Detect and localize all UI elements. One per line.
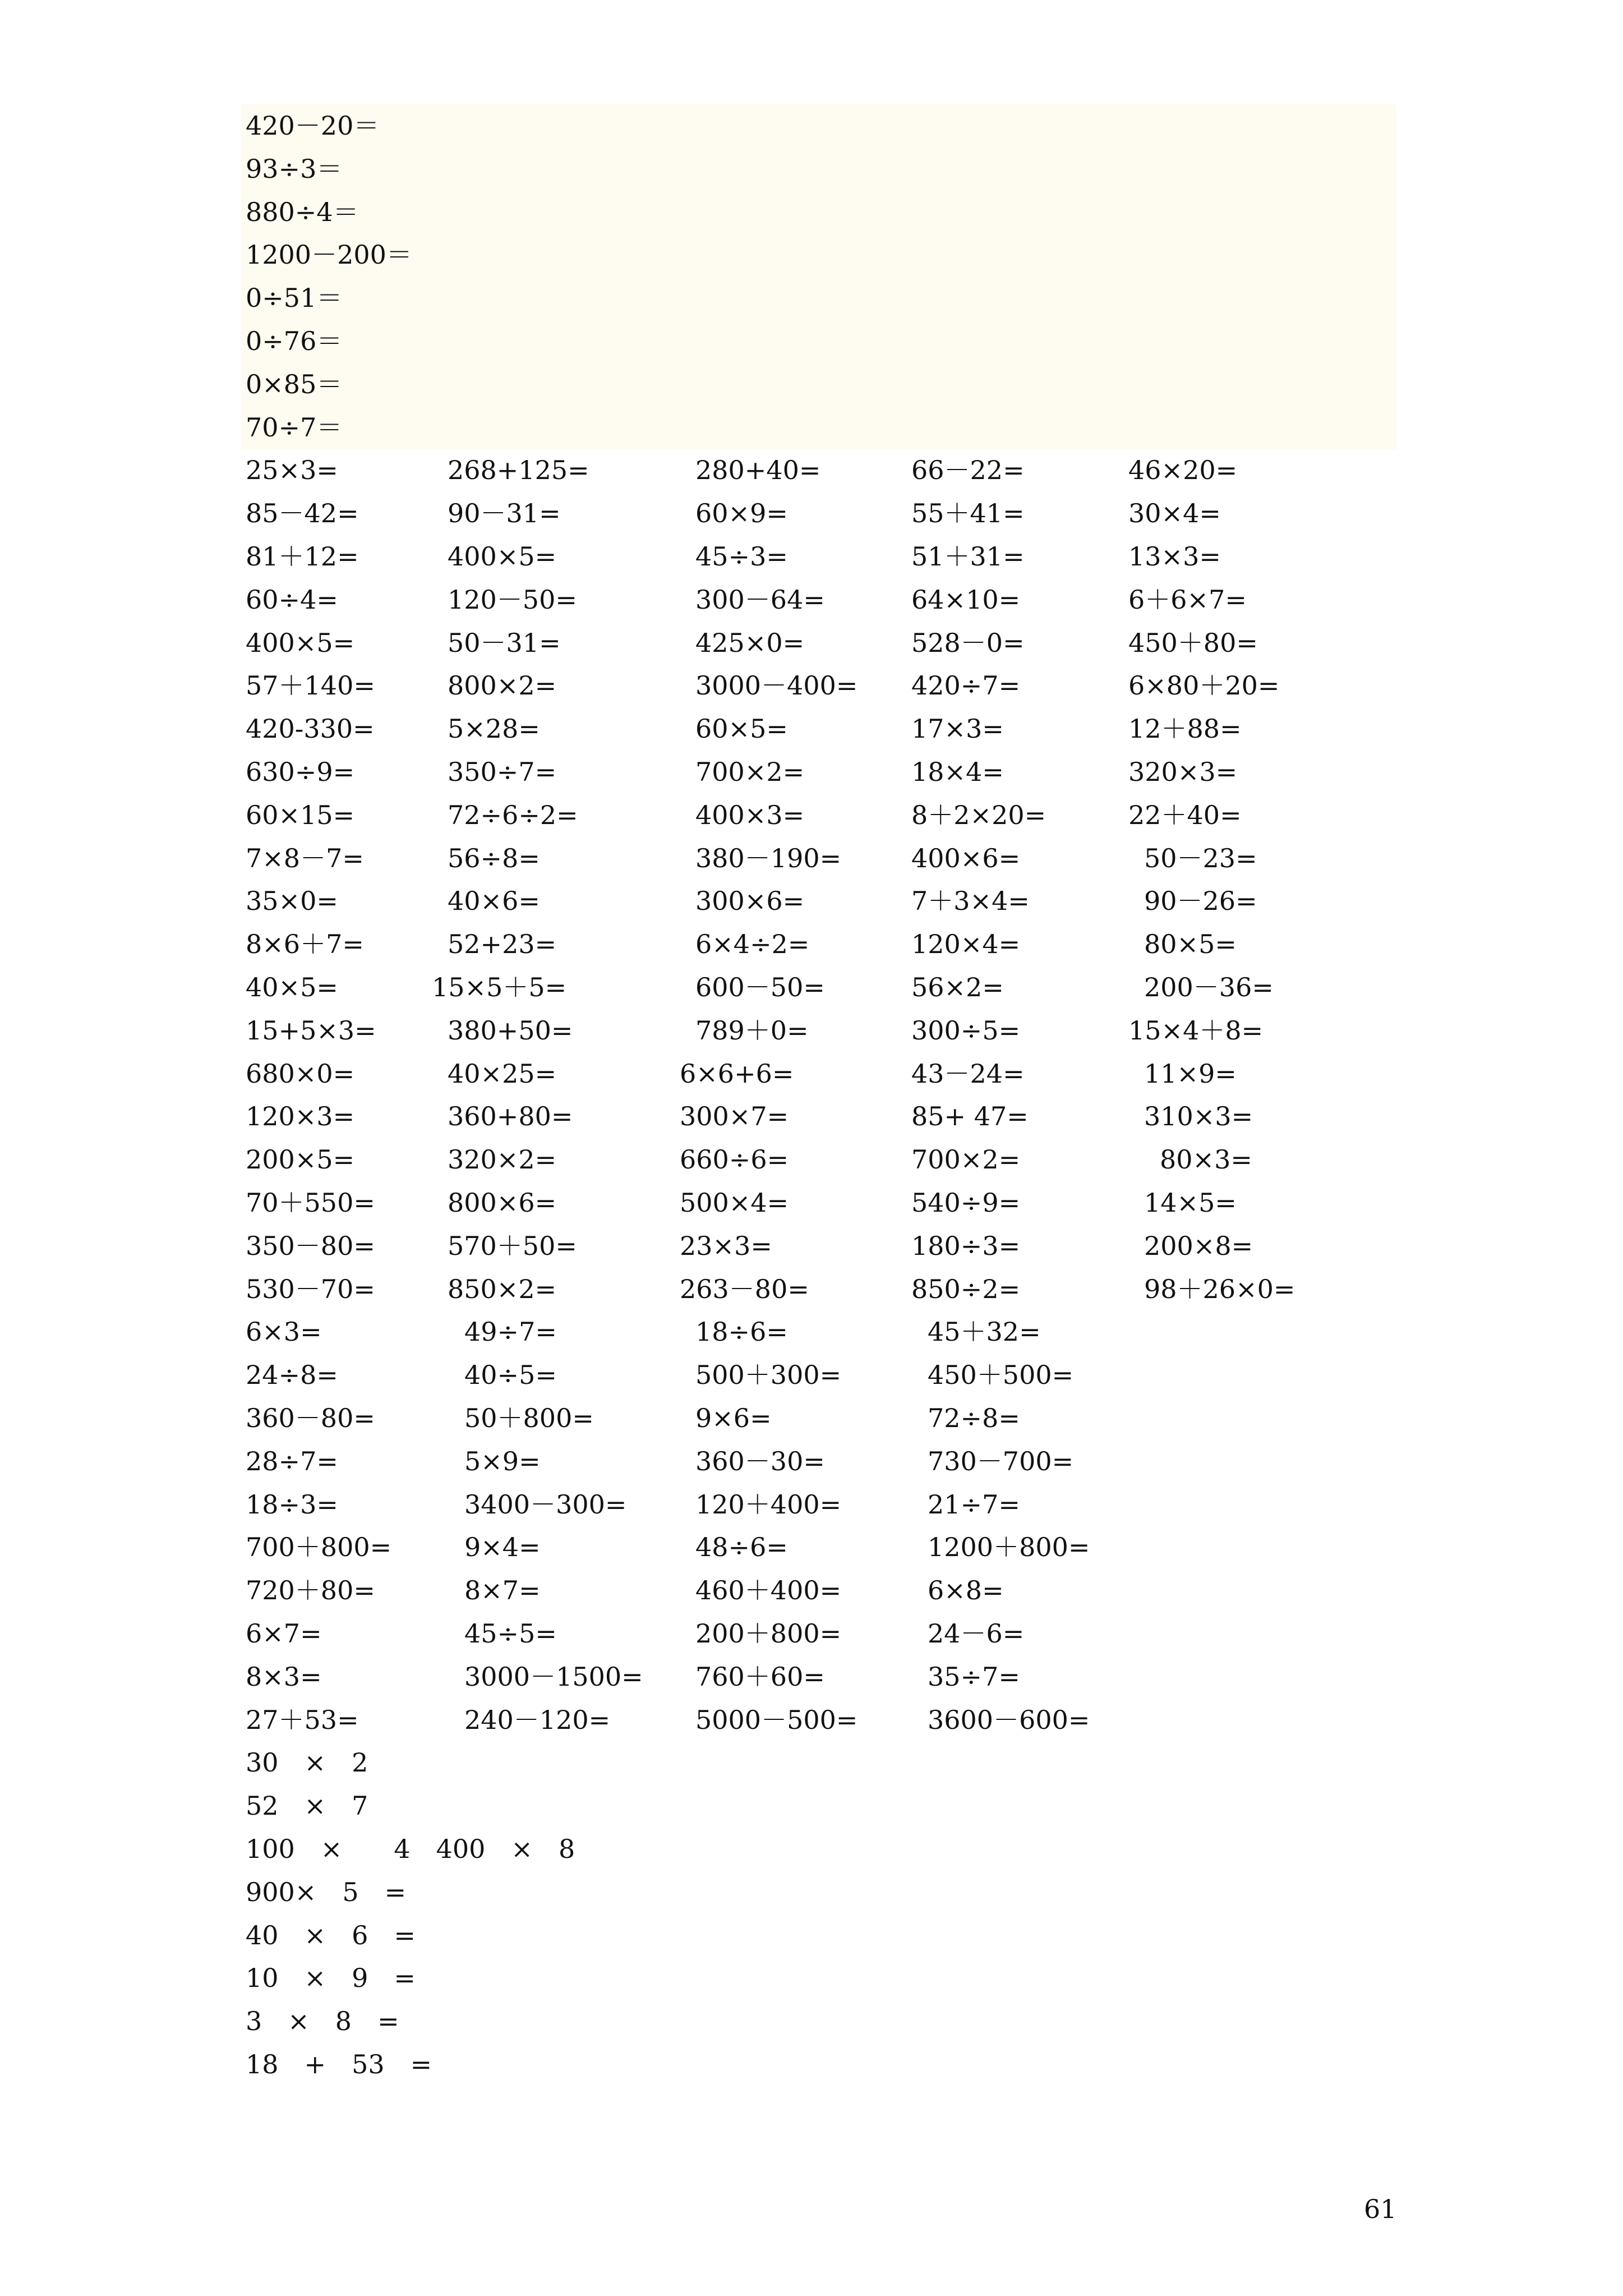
exercise-item: 6×80＋20= <box>1128 670 1280 701</box>
exercise-item: 50－23= <box>1144 843 1257 873</box>
exercise-item: 6×7= <box>246 1618 322 1649</box>
exercise-item: 1200＋800= <box>928 1532 1090 1563</box>
exercise-item: 18 + 53 = <box>246 2049 432 2079</box>
exercise-item: 23×3= <box>680 1230 772 1261</box>
exercise-item: 72÷6÷2= <box>448 799 578 830</box>
exercise-item: 360－30= <box>695 1446 825 1476</box>
exercise-item: 120－50= <box>448 584 577 615</box>
exercise-item: 500＋300= <box>695 1360 842 1391</box>
exercise-item: 0×85＝ <box>246 369 343 399</box>
exercise-item: 380+50= <box>448 1015 573 1046</box>
exercise-item: 3000－400= <box>695 670 858 701</box>
exercise-item: 35÷7= <box>928 1661 1020 1692</box>
exercise-item: 9×6= <box>695 1403 772 1433</box>
exercise-item: 5000－500= <box>695 1704 858 1735</box>
exercise-item: 10 × 9 = <box>246 1963 416 1994</box>
exercise-item: 300×6= <box>695 886 805 917</box>
exercise-item: 420÷7= <box>911 670 1021 701</box>
exercise-item: 30 × 2 <box>246 1747 368 1778</box>
exercise-item: 0÷51＝ <box>246 283 343 314</box>
exercise-item: 52 × 7 <box>246 1791 368 1821</box>
exercise-item: 56×2= <box>911 972 1004 1002</box>
exercise-item: 350÷7= <box>448 757 557 787</box>
exercise-item: 300－64= <box>695 584 825 615</box>
exercise-item: 81＋12= <box>246 541 359 572</box>
exercise-item: 0÷76＝ <box>246 326 343 356</box>
exercise-item: 70＋550= <box>246 1188 375 1218</box>
exercise-item: 425×0= <box>695 627 805 658</box>
exercise-item: 40×5= <box>246 972 338 1002</box>
exercise-item: 30×4= <box>1128 498 1221 529</box>
exercise-item: 380－190= <box>695 843 842 873</box>
exercise-item: 51＋31= <box>911 541 1025 572</box>
exercise-item: 1200－200＝ <box>246 240 412 270</box>
exercise-item: 880÷4＝ <box>246 196 359 227</box>
exercise-item: 85+ 47= <box>911 1101 1029 1132</box>
exercise-item: 400×6= <box>911 843 1021 873</box>
exercise-item: 600－50= <box>695 972 825 1002</box>
exercise-item: 280+40= <box>695 455 821 486</box>
exercise-item: 310×3= <box>1144 1101 1253 1132</box>
exercise-item: 15+5×3= <box>246 1015 376 1046</box>
exercise-item: 50＋800= <box>464 1403 594 1433</box>
exercise-item: 3 × 8 = <box>246 2006 399 2037</box>
exercise-item: 450＋80= <box>1128 627 1258 658</box>
exercise-item: 70÷7＝ <box>246 412 343 443</box>
exercise-item: 660÷6= <box>680 1144 789 1175</box>
exercise-item: 40×6= <box>448 886 540 917</box>
exercise-item: 24－6= <box>928 1618 1025 1649</box>
exercise-item: 3400－300= <box>464 1489 627 1520</box>
exercise-item: 8×6＋7= <box>246 929 364 960</box>
exercise-item: 25×3= <box>246 455 338 486</box>
exercise-item: 360－80= <box>246 1403 375 1433</box>
exercise-item: 789＋0= <box>695 1015 809 1046</box>
exercise-item: 400×5= <box>246 627 355 658</box>
exercise-item: 9×4= <box>464 1532 541 1563</box>
exercise-item: 24÷8= <box>246 1360 338 1391</box>
exercise-item: 40 × 6 = <box>246 1920 416 1950</box>
exercise-item: 15×5＋5= <box>432 972 567 1002</box>
exercise-item: 35×0= <box>246 886 338 917</box>
exercise-item: 52+23= <box>448 929 557 960</box>
exercise-item: 800×2= <box>448 670 557 701</box>
exercise-item: 6×4÷2= <box>695 929 810 960</box>
exercise-item: 3000－1500= <box>464 1661 643 1692</box>
exercise-item: 15×4＋8= <box>1128 1015 1264 1046</box>
exercise-item: 13×3= <box>1128 541 1221 572</box>
exercise-item: 64×10= <box>911 584 1021 615</box>
exercise-item: 850×2= <box>448 1273 557 1304</box>
exercise-item: 120＋400= <box>695 1489 842 1520</box>
exercise-item: 200＋800= <box>695 1618 842 1649</box>
exercise-item: 28÷7= <box>246 1446 338 1476</box>
exercise-item: 6×8= <box>928 1575 1004 1606</box>
exercise-item: 93÷3＝ <box>246 153 343 184</box>
exercise-item: 300×7= <box>680 1101 789 1132</box>
exercise-item: 14×5= <box>1144 1188 1237 1218</box>
exercise-item: 268+125= <box>448 455 589 486</box>
exercise-item: 46×20= <box>1128 455 1238 486</box>
exercise-item: 49÷7= <box>464 1317 557 1347</box>
shaded-block <box>241 104 1396 449</box>
exercise-item: 18÷6= <box>695 1317 788 1347</box>
exercise-item: 98＋26×0= <box>1144 1273 1295 1304</box>
exercise-item: 48÷6= <box>695 1532 788 1563</box>
exercise-item: 300÷5= <box>911 1015 1021 1046</box>
exercise-item: 27＋53= <box>246 1704 359 1735</box>
exercise-item: 420-330= <box>246 714 375 744</box>
exercise-item: 360+80= <box>448 1101 573 1132</box>
exercise-item: 100 × 4 400 × 8 <box>246 1834 575 1864</box>
exercise-item: 5×9= <box>464 1446 541 1476</box>
exercise-item: 60×15= <box>246 799 355 830</box>
exercise-item: 7＋3×4= <box>911 886 1030 917</box>
exercise-item: 60×9= <box>695 498 788 529</box>
exercise-item: 8×7= <box>464 1575 541 1606</box>
exercise-item: 5×28= <box>448 714 540 744</box>
exercise-item: 200×5= <box>246 1144 355 1175</box>
exercise-item: 6＋6×7= <box>1128 584 1247 615</box>
exercise-item: 60×5= <box>695 714 788 744</box>
exercise-item: 400×3= <box>695 799 805 830</box>
exercise-item: 66－22= <box>911 455 1025 486</box>
exercise-item: 540÷9= <box>911 1188 1021 1218</box>
exercise-item: 180÷3= <box>911 1230 1021 1261</box>
exercise-item: 3600－600= <box>928 1704 1090 1735</box>
exercise-item: 320×3= <box>1128 757 1238 787</box>
exercise-item: 8＋2×20= <box>911 799 1046 830</box>
exercise-item: 530－70= <box>246 1273 375 1304</box>
exercise-item: 320×2= <box>448 1144 557 1175</box>
exercise-item: 120×3= <box>246 1101 355 1132</box>
exercise-item: 900× 5 = <box>246 1876 407 1907</box>
exercise-item: 420－20＝ <box>246 111 380 141</box>
exercise-item: 7×8－7= <box>246 843 364 873</box>
exercise-item: 720＋80= <box>246 1575 375 1606</box>
exercise-item: 700×2= <box>911 1144 1021 1175</box>
exercise-item: 700＋800= <box>246 1532 392 1563</box>
exercise-item: 11×9= <box>1144 1058 1237 1089</box>
exercise-item: 55＋41= <box>911 498 1025 529</box>
exercise-item: 850÷2= <box>911 1273 1021 1304</box>
exercise-item: 350－80= <box>246 1230 375 1261</box>
exercise-item: 45＋32= <box>928 1317 1041 1347</box>
exercise-item: 80×5= <box>1144 929 1237 960</box>
exercise-item: 45÷3= <box>695 541 788 572</box>
exercise-item: 630÷9= <box>246 757 355 787</box>
exercise-item: 8×3= <box>246 1661 322 1692</box>
exercise-item: 200－36= <box>1144 972 1274 1002</box>
exercise-item: 50－31= <box>448 627 561 658</box>
exercise-item: 500×4= <box>680 1188 789 1218</box>
exercise-item: 400×5= <box>448 541 557 572</box>
exercise-item: 43－24= <box>911 1058 1025 1089</box>
exercise-item: 680×0= <box>246 1058 355 1089</box>
exercise-item: 450＋500= <box>928 1360 1074 1391</box>
exercise-item: 800×6= <box>448 1188 557 1218</box>
exercise-item: 263－80= <box>680 1273 809 1304</box>
exercise-item: 60÷4= <box>246 584 338 615</box>
exercise-item: 730－700= <box>928 1446 1074 1476</box>
exercise-item: 18×4= <box>911 757 1004 787</box>
exercise-item: 56÷8= <box>448 843 540 873</box>
exercise-item: 17×3= <box>911 714 1004 744</box>
exercise-item: 570＋50= <box>448 1230 577 1261</box>
exercise-item: 700×2= <box>695 757 805 787</box>
exercise-item: 528－0= <box>911 627 1025 658</box>
exercise-item: 6×6+6= <box>680 1058 794 1089</box>
exercise-item: 460＋400= <box>695 1575 842 1606</box>
exercise-item: 240－120= <box>464 1704 611 1735</box>
exercise-item: 90－26= <box>1144 886 1257 917</box>
exercise-item: 85－42= <box>246 498 359 529</box>
exercise-item: 57＋140= <box>246 670 375 701</box>
page-number: 61 <box>1364 2194 1397 2224</box>
exercise-item: 120×4= <box>911 929 1021 960</box>
exercise-item: 21÷7= <box>928 1489 1020 1520</box>
exercise-item: 200×8= <box>1144 1230 1253 1261</box>
exercise-item: 18÷3= <box>246 1489 338 1520</box>
exercise-item: 6×3= <box>246 1317 322 1347</box>
exercise-item: 90－31= <box>448 498 561 529</box>
exercise-item: 40÷5= <box>464 1360 557 1391</box>
exercise-item: 72÷8= <box>928 1403 1020 1433</box>
exercise-item: 45÷5= <box>464 1618 557 1649</box>
exercise-item: 22＋40= <box>1128 799 1242 830</box>
exercise-item: 80×3= <box>1160 1144 1252 1175</box>
exercise-item: 12＋88= <box>1128 714 1242 744</box>
exercise-item: 760＋60= <box>695 1661 825 1692</box>
exercise-item: 40×25= <box>448 1058 557 1089</box>
